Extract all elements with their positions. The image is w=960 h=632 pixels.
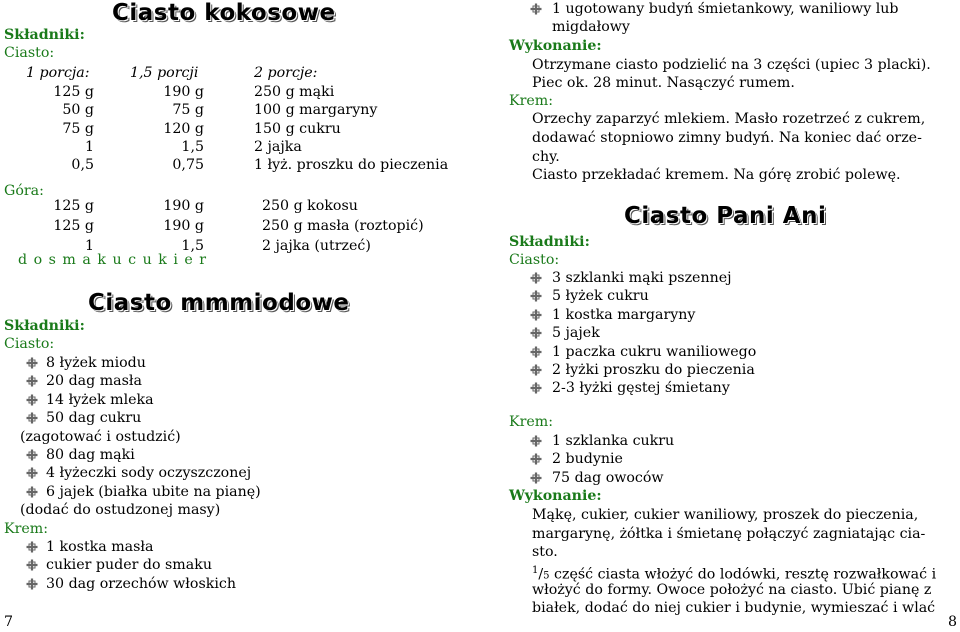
table-cell: 2 jajka (utrzeć): [262, 238, 371, 254]
list-item: 4 łyżeczki sody oczyszczonej: [46, 465, 252, 482]
instruction-line: Piec ok. 28 minut. Nasączyć rumem.: [532, 75, 795, 91]
dough-heading: Ciasto:: [509, 252, 560, 268]
list-item: 30 dag orzechów włoskich: [46, 575, 236, 592]
cross-bullet-icon: [530, 309, 542, 321]
table-cell: 125 g: [53, 218, 94, 234]
cross-bullet-icon: [530, 364, 542, 376]
cross-bullet-icon: [26, 467, 38, 479]
table-cell: 1: [84, 138, 94, 155]
note: (zagotować i ostudzić): [20, 428, 181, 445]
instructions-heading: Wykonanie:: [509, 38, 602, 54]
table-cell: 125 g: [53, 84, 94, 100]
note: (dodać do ostudzonej masy): [20, 502, 221, 519]
instruction-text: część ciasta włożyć do lodówki, resztę rozwałkować i: [549, 566, 937, 583]
list-item: 2 budynie: [552, 451, 623, 468]
list-item: cukier puder do smaku: [46, 557, 212, 574]
page-number: 8: [948, 614, 958, 630]
cross-bullet-icon: [530, 327, 542, 339]
list-item: 1 kostka masła: [46, 539, 154, 555]
list-item: 6 jajek (białka ubite na pianę): [46, 483, 261, 500]
recipe-title-pani-ani: Ciasto Pani Ani: [624, 203, 827, 229]
list-item-cont: migdałowy: [552, 19, 630, 35]
fraction-denominator: 5: [543, 570, 550, 582]
cream-line: Orzechy zaparzyć mlekiem. Masło rozetrzeć z cukrem,: [532, 111, 926, 127]
list-item: 20 dag masła: [46, 373, 142, 390]
cream-heading: Krem:: [4, 520, 49, 537]
sugar-to-taste: d o s m a k u c u k i e r: [18, 252, 208, 268]
table-cell: 1 łyż. proszku do pieczenia: [254, 157, 449, 174]
table-cell: 120 g: [163, 120, 204, 137]
cross-bullet-icon: [530, 3, 542, 15]
cross-bullet-icon: [530, 346, 542, 358]
table-cell: 100 g margaryny: [254, 102, 378, 119]
table-cell: 190 g: [163, 84, 204, 100]
table-cell: 250 g kokosu: [262, 198, 358, 214]
list-item: 2 łyżki proszku do pieczenia: [552, 362, 755, 378]
table-cell: 1,5: [181, 238, 204, 254]
cross-bullet-icon: [26, 449, 38, 461]
fraction-numerator: 1: [532, 565, 539, 576]
fraction-slash: /: [538, 566, 544, 583]
table-cell: 75 g: [62, 120, 94, 137]
right-page: [480, 0, 960, 632]
cream-line: dodawać stopniowo zimny budyń. Na koniec dać orze-: [532, 130, 922, 146]
cream-heading: Krem:: [509, 414, 554, 430]
list-item: 75 dag owoców: [552, 469, 664, 486]
cream-line: chy.: [532, 149, 560, 165]
list-item: 5 łyżek cukru: [552, 288, 649, 305]
dough-heading: Ciasto:: [4, 336, 55, 352]
list-item: 80 dag mąki: [46, 447, 135, 463]
portion-1-header: 1 porcja:: [26, 65, 90, 81]
list-item: 5 jajek: [552, 325, 600, 342]
table-cell: 125 g: [53, 198, 94, 214]
recipe-title-kokosowe: Ciasto kokosowe: [112, 0, 336, 26]
portion-1-5-header: 1,5 porcji: [130, 65, 199, 81]
ingredients-heading: Składniki:: [4, 318, 85, 334]
instruction-line: margarynę, żółtka i śmietanę połączyć zagniatając cia-: [532, 526, 926, 542]
instruction-line: Mąkę, cukier, cukier waniliowy, proszek do pieczenia,: [532, 507, 919, 523]
cross-bullet-icon: [26, 559, 38, 571]
list-item: 3 szklanki mąki pszennej: [552, 270, 732, 286]
cross-bullet-icon: [26, 357, 38, 369]
page-number: 7: [4, 614, 14, 630]
list-item: 14 łyżek mleka: [46, 391, 154, 408]
list-item: 1 szklanka cukru: [552, 433, 675, 449]
cream-line: Ciasto przekładać kremem. Na górę zrobić polewę.: [532, 167, 901, 183]
table-cell: 0,75: [172, 157, 204, 174]
cross-bullet-icon: [26, 412, 38, 424]
list-item: 8 łyżek miodu: [46, 355, 146, 371]
table-cell: 1: [84, 238, 94, 254]
cross-bullet-icon: [530, 272, 542, 284]
table-cell: 250 g mąki: [254, 84, 335, 100]
instruction-line: Otrzymane ciasto podzielić na 3 części (upiec 3 placki).: [532, 57, 931, 73]
ingredients-heading: Składniki:: [4, 27, 85, 43]
cross-bullet-icon: [530, 382, 542, 394]
portion-2-header: 2 porcje:: [254, 65, 318, 81]
cross-bullet-icon: [530, 435, 542, 447]
cross-bullet-icon: [530, 290, 542, 302]
table-cell: 190 g: [163, 198, 204, 214]
topping-heading: Góra:: [4, 183, 44, 199]
table-cell: 190 g: [163, 218, 204, 234]
table-cell: 50 g: [62, 102, 94, 119]
table-cell: 2 jajka: [254, 138, 302, 155]
cross-bullet-icon: [26, 486, 38, 498]
table-cell: 250 g masła (roztopić): [262, 218, 424, 234]
table-cell: 150 g cukru: [254, 120, 341, 137]
cross-bullet-icon: [26, 541, 38, 553]
list-item: 50 dag cukru: [46, 410, 142, 427]
ingredients-heading: Składniki:: [509, 234, 590, 250]
dough-heading: Ciasto:: [4, 45, 55, 61]
cross-bullet-icon: [26, 578, 38, 590]
recipe-title-miodowe: Ciasto mmmiodowe: [88, 290, 350, 316]
instruction-line: sto.: [532, 544, 558, 560]
cross-bullet-icon: [530, 472, 542, 484]
instructions-heading: Wykonanie:: [509, 488, 602, 504]
table-cell: 0,5: [71, 157, 94, 174]
cream-heading: Krem:: [509, 93, 554, 109]
list-item: 1 paczka cukru waniliowego: [552, 343, 757, 360]
list-item: 1 kostka margaryny: [552, 306, 696, 323]
cross-bullet-icon: [26, 394, 38, 406]
list-item: 2-3 łyżki gęstej śmietany: [552, 380, 730, 397]
cross-bullet-icon: [26, 375, 38, 387]
instruction-line: białek, dodać do niej cukier i budynie, wymieszać i wlać: [532, 600, 936, 616]
instruction-line: włożyć do formy. Owoce położyć na ciasto. Ubić pianę z: [532, 582, 932, 598]
table-cell: 75 g: [172, 102, 204, 119]
list-item: 1 ugotowany budyń śmietankowy, waniliowy lub: [552, 1, 899, 17]
cross-bullet-icon: [530, 453, 542, 465]
table-cell: 1,5: [181, 138, 204, 155]
